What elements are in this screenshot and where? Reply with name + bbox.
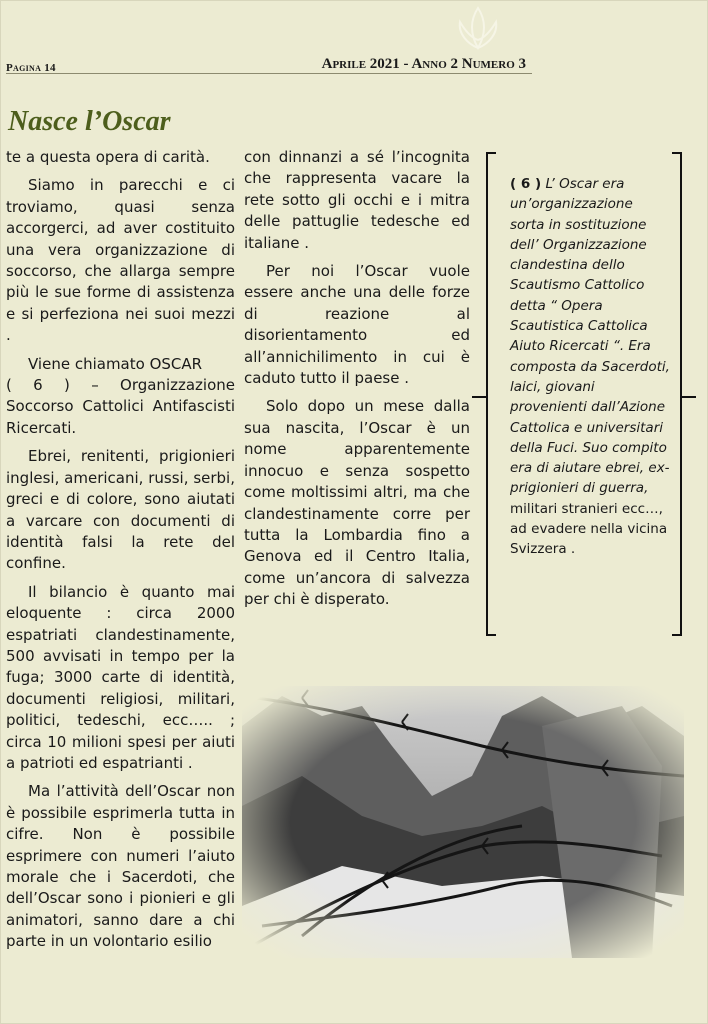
sidebar-note-text <box>510 174 670 560</box>
barbed-wire-photo <box>242 686 684 958</box>
article-title: Nasce l’Oscar <box>8 106 171 137</box>
paragraph: te a questa opera di carità. <box>6 148 210 166</box>
paragraph: con dinnanzi a sé l’incognita che rappresenta vacare la rete sotto gli occhi e i mitra delle pattuglie tedesche ed italiane . <box>244 148 470 252</box>
paragraph: Per noi l’Oscar vuole essere anche una delle forze di reazione al disorientamento ed all’annichilimento in cui è caduto tutto il paese . <box>244 262 470 388</box>
bracket-left <box>486 152 496 636</box>
bracket-tick-left <box>472 396 486 398</box>
fleur-ornament-icon <box>448 4 508 64</box>
paragraph: Il bilancio è quanto mai eloquente : circa 2000 espatriati clandestinamente, 500 avvisati in tempo per la fuga; 3000 carte di identità, documenti religiosi, militari, politici, tedeschi, ecc….. ; circa 10 milioni spesi per aiuti a patrioti ed espatrianti . <box>6 582 235 772</box>
header-rule <box>6 73 532 74</box>
footnote-upright-text: militari stranieri ecc…, ad evadere nella vicina Svizzera . <box>510 500 668 558</box>
paragraph: Ebrei, renitenti, prigionieri inglesi, americani, russi, serbi, greci e di colore, sono aiutati a varcare con documenti di identità falsi la rete del confine. <box>6 447 235 573</box>
paragraph: Siamo in parecchi e ci troviamo, quasi senza accorgerci, ad aver costituito una vera organizzazione di soccorso, che allarga sempre più le sue forme di assistenza e si perfeziona nei suoi mezzi . <box>6 176 235 345</box>
bracket-right <box>672 152 682 636</box>
paragraph: Solo dopo un mese dalla sua nascita, l’Oscar è un nome apparentemente innocuo e senza sospetto come moltissimi altri, ma che clandestinamente corre per tutta la Lombardia fino a Genova ed il Centro Italia, come un’ancora di salvezza per chi è disperato. <box>244 397 470 609</box>
bracket-tick-right <box>682 396 696 398</box>
page-number: Pagina 14 <box>6 62 56 74</box>
issue-info: Aprile 2021 - Anno 2 Numero 3 <box>321 56 526 72</box>
article-column-2 <box>244 147 470 611</box>
footnote-italic-text: L’ Oscar era un’organizzazione sorta in sostituzione dell’ Organizzazione clandestina dello Scautismo Cattolico detta “ Opera Scautistica Cattolica Aiuto Ricercati “. Era composta da Sacerdoti, laici, giovani provenienti dall’Azione Cattolica e universitari della Fuci. Suo compito era di aiutare ebrei, ex-prigionieri di guerra, <box>510 176 670 497</box>
paragraph: Viene chiamato OSCAR <box>28 354 203 373</box>
article-column-1 <box>6 147 235 953</box>
footnote-ref: ( 6 ) <box>510 176 542 192</box>
paragraph: Ma l’attività dell’Oscar non è possibile esprimerla tutta in cifre. Non è possibile esprimere con numeri l’aiuto morale che i Sacerdoti, che dell’Oscar sono i pionieri e gli animatori, sanno dare a chi parte in un volontario esilio <box>6 782 235 951</box>
paragraph: ( 6 ) – Organizzazione Soccorso Cattolici Antifascisti Ricercati. <box>6 376 235 437</box>
sidebar-note <box>486 152 682 636</box>
